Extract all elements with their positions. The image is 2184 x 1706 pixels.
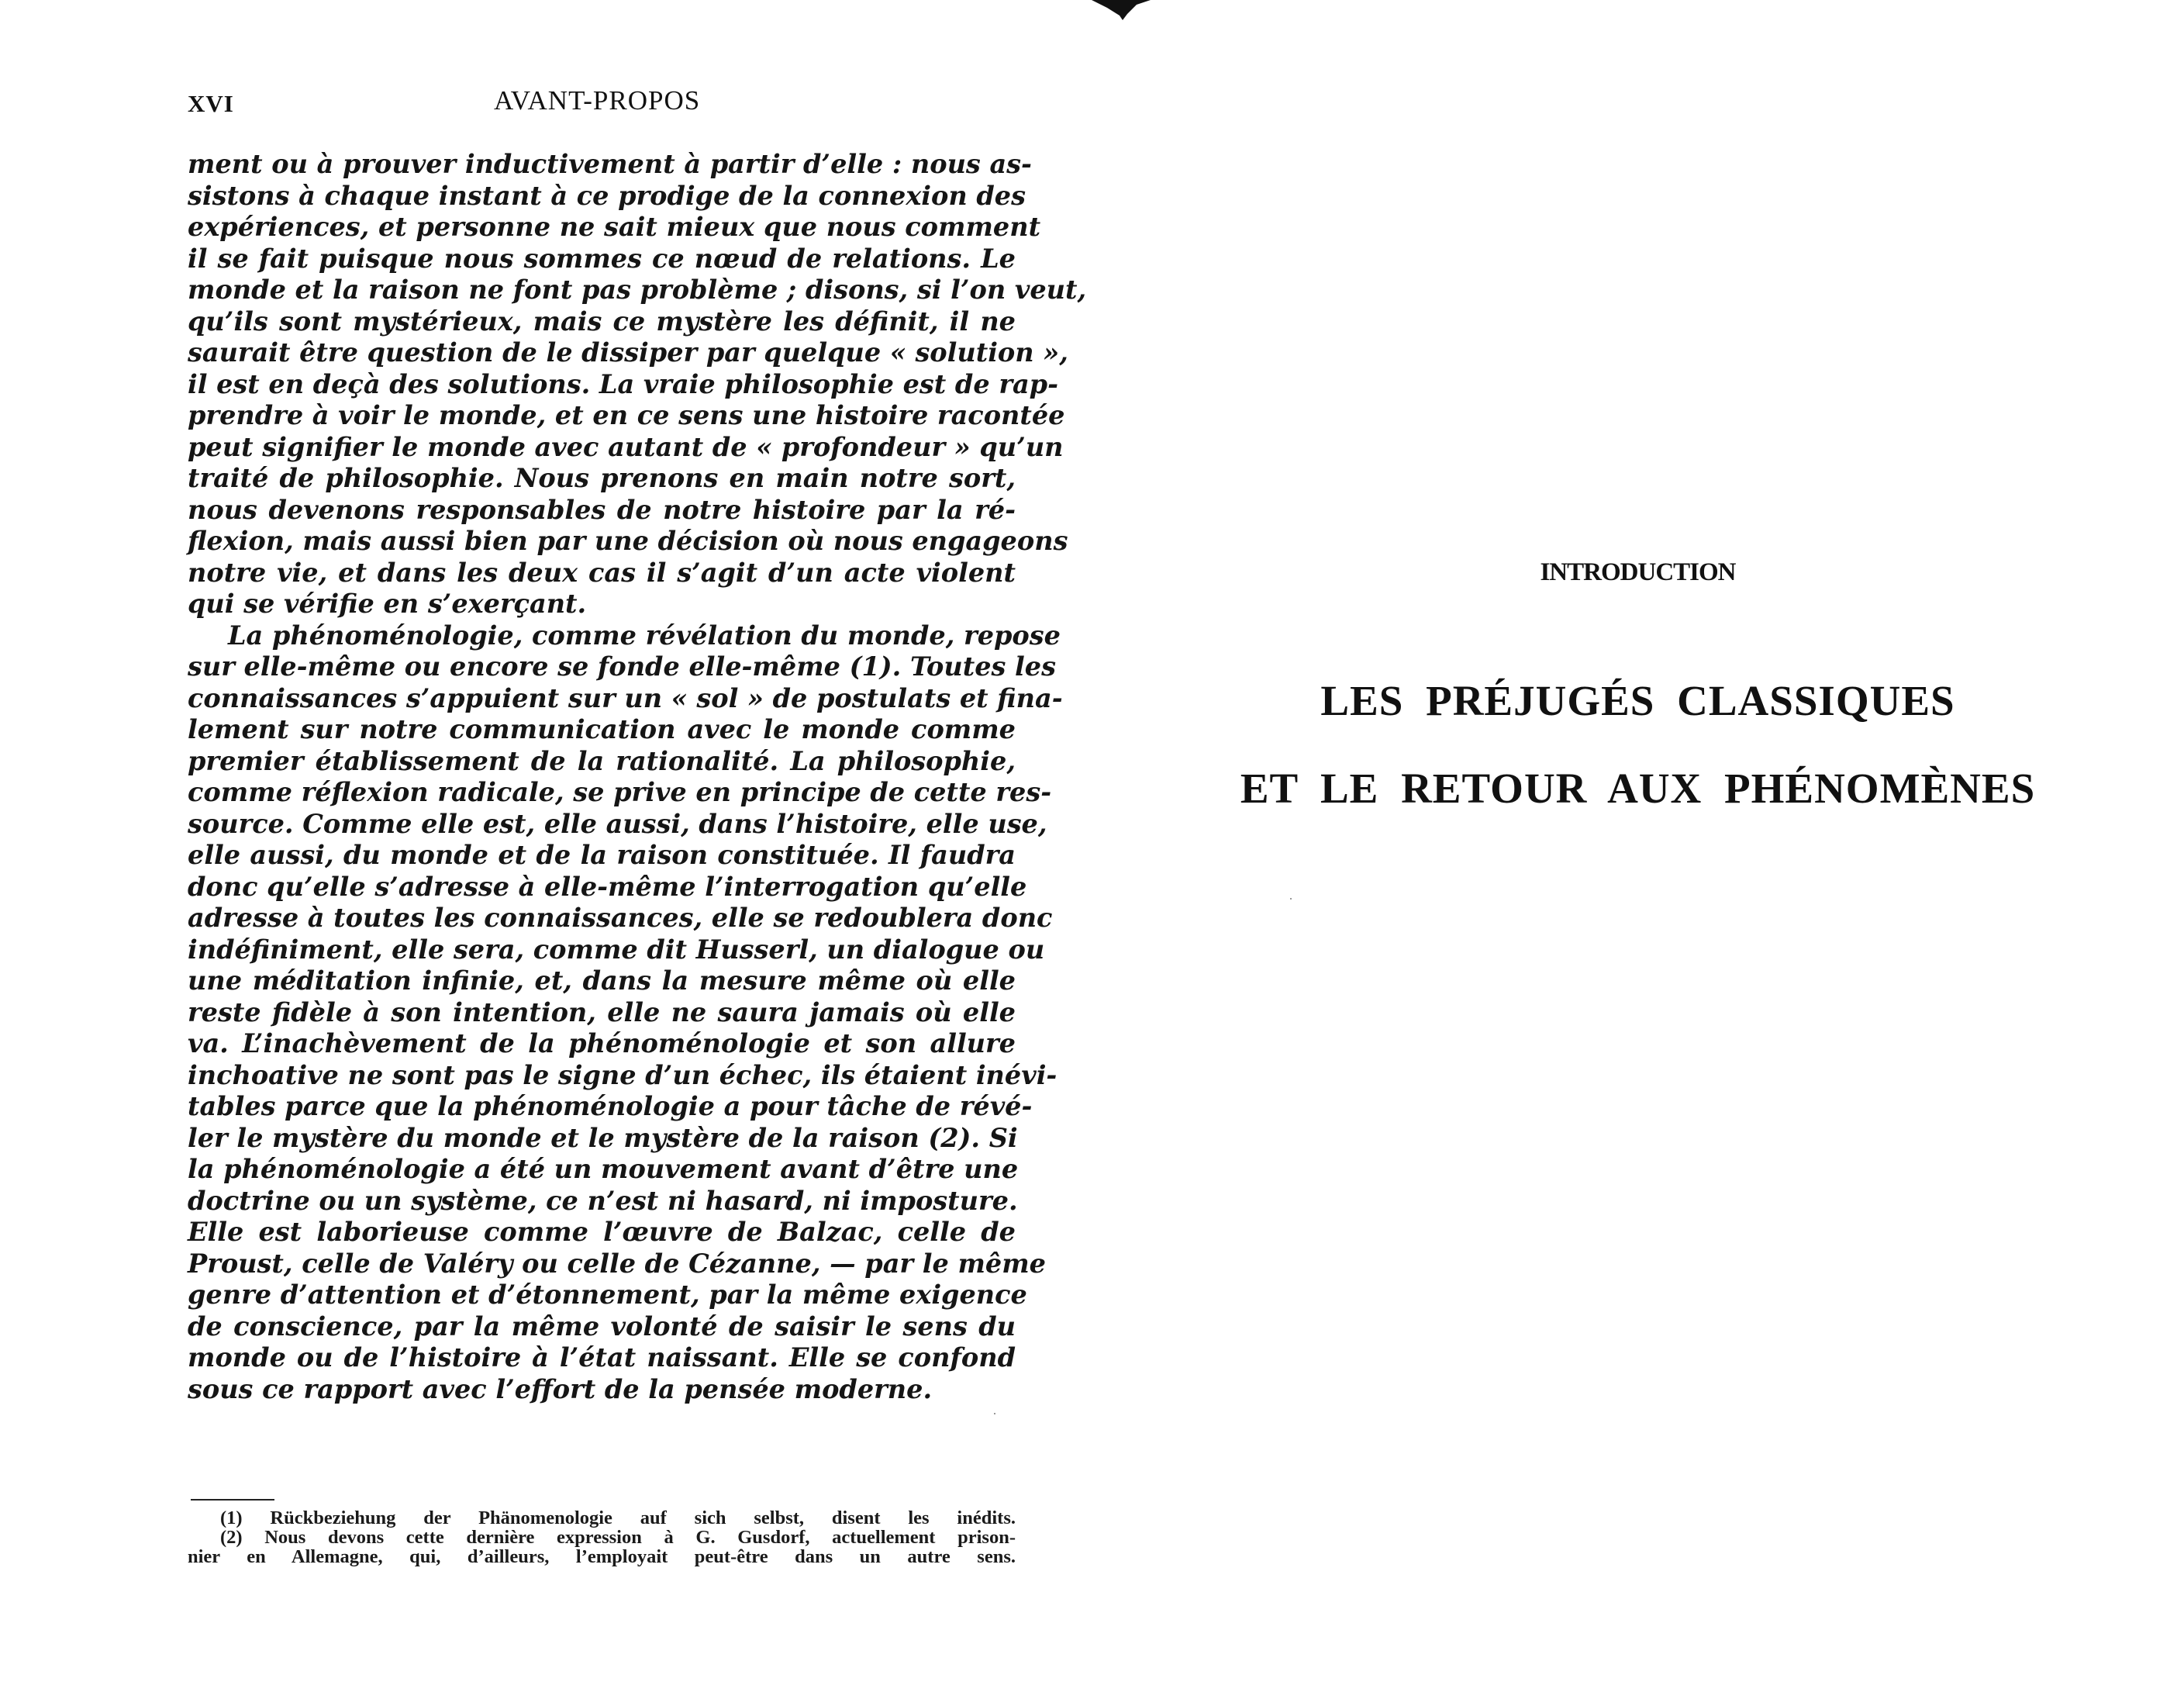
text-line: monde et la raison ne font pas problème ; disons, si l’on veut, xyxy=(188,275,1087,305)
text-line: indéfiniment, elle sera, comme dit Husserl, un dialogue ou xyxy=(188,934,1045,965)
text-line: il est en deçà des solutions. La vraie philosophie est de rap- xyxy=(188,368,1059,399)
text-line: adresse à toutes les connaissances, elle se redoublera donc xyxy=(188,903,1053,933)
text-line: elle aussi, du monde et de la raison constituée. Il faudra xyxy=(188,840,1016,870)
text-line: inchoative ne sont pas le signe d’un échec, ils étaient inévi- xyxy=(188,1059,1057,1090)
footnote: (1) Rückbeziehung der Phänomenologie auf sich selbst, disent les inédits. xyxy=(220,1507,1016,1528)
print-speck xyxy=(1290,898,1292,900)
text-line: premier établissement de la rationalité. La philosophie, xyxy=(188,745,1016,776)
text-line: nous devenons responsables de notre histoire par la ré- xyxy=(188,494,1016,525)
text-line: genre d’attention et d’étonnement, par la même exigence xyxy=(188,1280,1027,1310)
text-line: donc qu’elle s’adresse à elle-même l’interrogation qu’elle xyxy=(188,871,1027,902)
text-line: source. Comme elle est, elle aussi, dans l’histoire, elle use, xyxy=(188,808,1047,839)
text-line: de conscience, par la même volonté de saisir le sens du xyxy=(188,1311,1016,1342)
running-head xyxy=(188,85,1017,124)
text-line: Elle est laborieuse comme l’œuvre de Balzac, celle de xyxy=(188,1217,1016,1247)
text-line: flexion, mais aussi bien par une décision où nous engageons xyxy=(188,526,1068,556)
text-line: va. L’inachèvement de la phénoménologie et son allure xyxy=(188,1028,1016,1058)
footnotes xyxy=(188,1508,1016,1566)
chapter-title-line-2: ET LE RETOUR AUX PHÉNOMÈNES xyxy=(1240,765,2036,812)
text-line: Proust, celle de Valéry ou celle de Cézanne, — par le même xyxy=(188,1248,1046,1279)
text-line: expériences, et personne ne sait mieux que nous comment xyxy=(188,212,1041,242)
body-text xyxy=(188,149,1087,1405)
text-line: une méditation infinie, et, dans la mesure même où elle xyxy=(188,965,1016,996)
footnote: nier en Allemagne, qui, d’ailleurs, l’employait peut-être dans un autre sens. xyxy=(188,1546,1016,1567)
text-line: tables parce que la phénoménologie a pour tâche de révé- xyxy=(188,1091,1033,1121)
text-line: sur elle-même ou encore se fonde elle-même (1). Toutes les xyxy=(188,651,1056,682)
text-line: sistons à chaque instant à ce prodige de la connexion des xyxy=(188,180,1026,211)
print-speck xyxy=(994,1413,995,1414)
text-line: comme réflexion radicale, se prive en principe de cette res- xyxy=(188,777,1052,807)
footnote-rule xyxy=(191,1499,274,1501)
text-line: lement sur notre communication avec le monde comme xyxy=(188,714,1016,744)
text-line: saurait être question de le dissiper par quelque « solution », xyxy=(188,337,1068,368)
text-line: reste fidèle à son intention, elle ne saura jamais où elle xyxy=(188,996,1016,1027)
text-line: qui se vérifie en s’exerçant. xyxy=(188,589,587,619)
text-line: peut signifier le monde avec autant de « profondeur » qu’un xyxy=(188,431,1064,462)
text-line: qu’ils sont mystérieux, mais ce mystère les définit, il ne xyxy=(188,306,1016,337)
footnote: (2) Nous devons cette dernière expression à G. Gusdorf, actuellement prison- xyxy=(220,1527,1016,1548)
text-line: connaissances s’appuient sur un « sol » de postulats et fina- xyxy=(188,682,1063,713)
page-number: XVI xyxy=(188,90,234,117)
chapter-title-line-1: LES PRÉJUGÉS CLASSIQUES xyxy=(1320,677,1955,724)
section-label: INTRODUCTION xyxy=(1540,558,1736,586)
text-line: La phénoménologie, comme révélation du monde, repose xyxy=(228,620,1061,651)
text-line: prendre à voir le monde, et en ce sens une histoire racontée xyxy=(188,400,1065,430)
text-line: doctrine ou un système, ce n’est ni hasard, ni imposture. xyxy=(188,1185,1018,1216)
text-line: ment ou à prouver inductivement à partir d’elle : nous as- xyxy=(188,149,1032,179)
text-line: notre vie, et dans les deux cas il s’agit d’un acte violent xyxy=(188,557,1016,588)
text-line: ler le mystère du monde et le mystère de la raison (2). Si xyxy=(188,1122,1018,1153)
text-line: monde ou de l’histoire à l’état naissant. Elle se confond xyxy=(188,1342,1016,1373)
running-title: AVANT-PROPOS xyxy=(494,85,701,116)
text-line: traité de philosophie. Nous prenons en main notre sort, xyxy=(188,463,1016,493)
text-line: sous ce rapport avec l’effort de la pensée moderne. xyxy=(188,1373,933,1404)
right-page xyxy=(1092,0,2184,1706)
text-line: la phénoménologie a été un mouvement avant d’être une xyxy=(188,1154,1019,1184)
text-line: il se fait puisque nous sommes ce nœud de relations. Le xyxy=(188,243,1016,274)
